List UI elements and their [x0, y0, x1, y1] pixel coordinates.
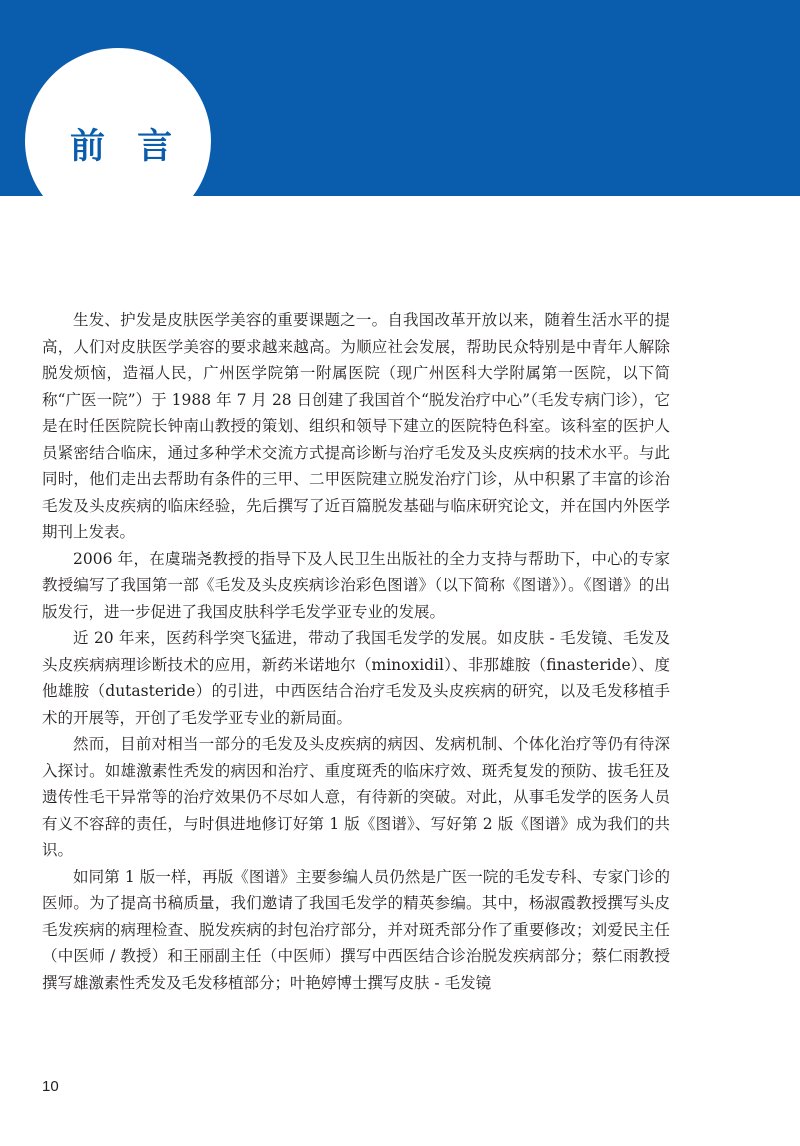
paragraph: 如同第 1 版一样，再版《图谱》主要参编人员仍然是广医一院的毛发专科、专家门诊的医师。为了提高书稿质量，我们邀请了我国毛发学的精英参编。其中，杨淑霞教授撰写头皮毛发疾病的病理检查、脱发疾病的封包治疗部分，并对斑秃部分作了重要修改；刘爱民主任（中医师 / 教授）和王丽副主任（中医师）撰写中西医结合诊治脱发疾病部分；蔡仁雨教授撰写雄激素性秃发及毛发移植部分；叶艳婷博士撰写皮肤 - 毛发镜	[42, 867, 670, 992]
paragraph: 近 20 年来，医药科学突飞猛进，带动了我国毛发学的发展。如皮肤 - 毛发镜、毛发及头皮疾病病理诊断技术的应用，新药米诺地尔（minoxidil）、非那雄胺（finasteride）、度他雄胺（dutasteride）的引进，中西医结合治疗毛发及头皮疾病的研究，以及毛发移植手术的开展等，开创了毛发学亚专业的新局面。	[42, 629, 670, 727]
paragraph: 生发、护发是皮肤医学美容的重要课题之一。自我国改革开放以来，随着生活水平的提高，人们对皮肤医学美容的要求越来越高。为顺应社会发展，帮助民众特别是中青年人解除脱发烦恼，造福人民，广州医学院第一附属医院（现广州医科大学附属第一医院，以下简称“广医一院”）于 1988 年 7 月 28 日创建了我国首个“脱发治疗中心”（毛发专病门诊），它是在时任医院院长钟南山教授的策划、组织和领导下建立的医院特色科室。该科室的医护人员紧密结合临床，通过多种学术交流方式提高诊断与治疗毛发及头皮疾病的技术水平。与此同时，他们走出去帮助有条件的三甲、二甲医院建立脱发治疗门诊，从中积累了丰富的诊治毛发及头皮疾病的临床经验，先后撰写了近百篇脱发基础与临床研究论文，并在国内外医学期刊上发表。	[42, 311, 670, 541]
paragraph: 2006 年，在虞瑞尧教授的指导下及人民卫生出版社的全力支持与帮助下，中心的专家教授编写了我国第一部《毛发及头皮疾病诊治彩色图谱》（以下简称《图谱》）。《图谱》的出版发行，进一步促进了我国皮肤科学毛发学亚专业的发展。	[42, 549, 670, 621]
paragraph: 然而，目前对相当一部分的毛发及头皮疾病的病因、发病机制、个体化治疗等仍有待深入探讨。如雄激素性秃发的病因和治疗、重度斑秃的临床疗效、斑秃复发的预防、拔毛狂及遗传性毛干异常等的治疗效果仍不尽如人意，有待新的突破。对此，从事毛发学的医务人员有义不容辞的责任，与时俱进地修订好第 1 版《图谱》、写好第 2 版《图谱》成为我们的共识。	[42, 735, 670, 859]
page-number: 10	[42, 1078, 59, 1095]
page-title: 前 言	[70, 127, 183, 167]
body-text	[42, 307, 670, 996]
